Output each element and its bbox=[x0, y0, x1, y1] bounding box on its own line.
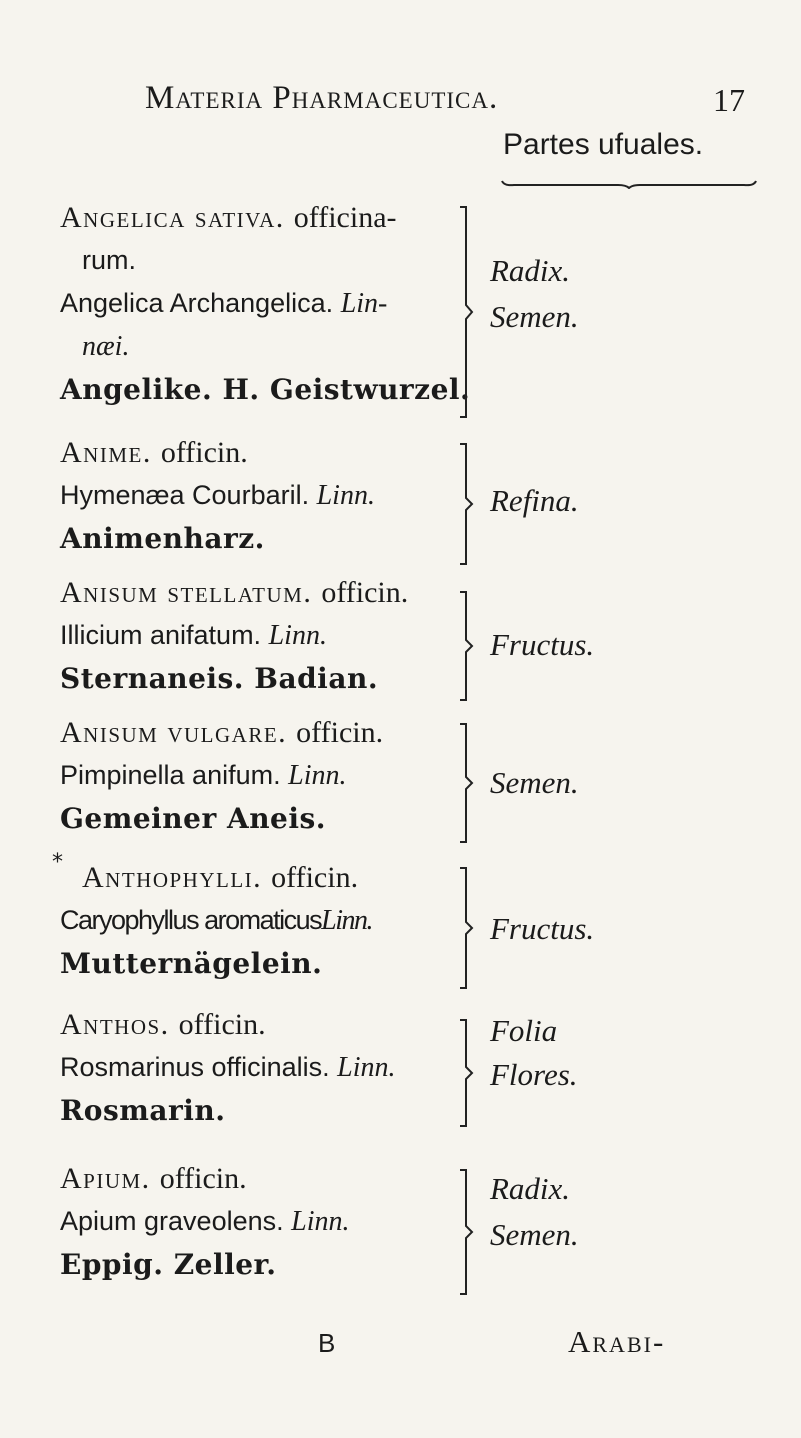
entry-anime bbox=[60, 431, 480, 560]
linnaean-author-cont: næi. bbox=[82, 331, 130, 362]
brace bbox=[458, 1018, 476, 1128]
entry-anthos bbox=[60, 1003, 480, 1132]
column-head-brace bbox=[500, 176, 758, 186]
pharm-name: Apium. officin. bbox=[60, 1162, 247, 1195]
part-label: Flores. bbox=[490, 1057, 578, 1092]
german-name: Angelike. H. Geistwurzel. bbox=[60, 373, 471, 406]
brace bbox=[458, 205, 476, 420]
parts-anisum-vulgare bbox=[490, 764, 579, 802]
part-label: Fructus. bbox=[490, 627, 595, 662]
german-name: Rosmarin. bbox=[60, 1094, 226, 1127]
parts-anthophylli bbox=[490, 910, 594, 948]
pharm-name-cont: rum. bbox=[82, 245, 136, 275]
german-name: Mutternägelein. bbox=[60, 947, 323, 980]
german-name: Eppig. Zeller. bbox=[60, 1248, 277, 1281]
pharm-name: Anthos. officin. bbox=[60, 1008, 266, 1041]
brace bbox=[458, 866, 476, 990]
german-name: Animenharz. bbox=[60, 522, 265, 555]
linnaean-name: Caryophyllus aromaticusLinn. bbox=[60, 905, 372, 936]
german-name: Gemeiner Aneis. bbox=[60, 802, 327, 835]
entry-angelica bbox=[60, 196, 480, 411]
parts-anime bbox=[490, 482, 579, 520]
pharm-name: Anthophylli. officin. bbox=[82, 861, 359, 894]
pharm-name: Anisum vulgare. officin. bbox=[60, 716, 384, 749]
entry-apium bbox=[60, 1157, 480, 1286]
part-label: Semen. bbox=[490, 299, 579, 334]
linnaean-name: Apium graveolens. Linn. bbox=[60, 1206, 350, 1237]
catchword: Arabi- bbox=[568, 1324, 666, 1359]
brace bbox=[458, 442, 476, 567]
brace bbox=[458, 722, 476, 844]
part-label: Semen. bbox=[490, 765, 579, 800]
brace bbox=[458, 1168, 476, 1296]
linnaean-name: Hymenæa Courbaril. Linn. bbox=[60, 480, 375, 511]
pharm-name: Anime. officin. bbox=[60, 436, 248, 469]
part-label: Refina. bbox=[490, 483, 579, 518]
part-label: Fructus. bbox=[490, 911, 595, 946]
running-head: Materia Pharmaceutica. bbox=[145, 80, 499, 116]
entry-anisum-stellatum bbox=[60, 571, 480, 700]
linnaean-name: Illicium anifatum. Linn. bbox=[60, 620, 327, 651]
entry-anthophylli bbox=[52, 850, 480, 985]
part-label: Radix. bbox=[490, 253, 571, 288]
german-name: Sternaneis. Badian. bbox=[60, 662, 379, 695]
part-label: Semen. bbox=[490, 1217, 579, 1252]
linnaean-name: Pimpinella anifum. Linn. bbox=[60, 760, 347, 791]
part-label: Folia bbox=[490, 1013, 558, 1048]
parts-apium bbox=[490, 1170, 579, 1254]
parts-angelica bbox=[490, 252, 579, 336]
pharm-name: Anisum stellatum. officin. bbox=[60, 576, 409, 609]
parts-anisum-stellatum bbox=[490, 626, 594, 664]
parts-anthos bbox=[490, 1012, 578, 1094]
page-number: 17 bbox=[713, 82, 745, 118]
asterisk-mark: * bbox=[52, 850, 63, 875]
signature-mark: B bbox=[318, 1328, 336, 1358]
part-label: Radix. bbox=[490, 1171, 571, 1206]
pharm-name: Angelica sativa. officina- bbox=[60, 201, 397, 234]
brace bbox=[458, 590, 476, 702]
column-head-partes: Partes ufuales. bbox=[503, 128, 704, 161]
linnaean-name: Angelica Archangelica. Lin- bbox=[60, 288, 388, 319]
entry-anisum-vulgare bbox=[60, 711, 480, 840]
linnaean-name: Rosmarinus officinalis. Linn. bbox=[60, 1052, 396, 1083]
